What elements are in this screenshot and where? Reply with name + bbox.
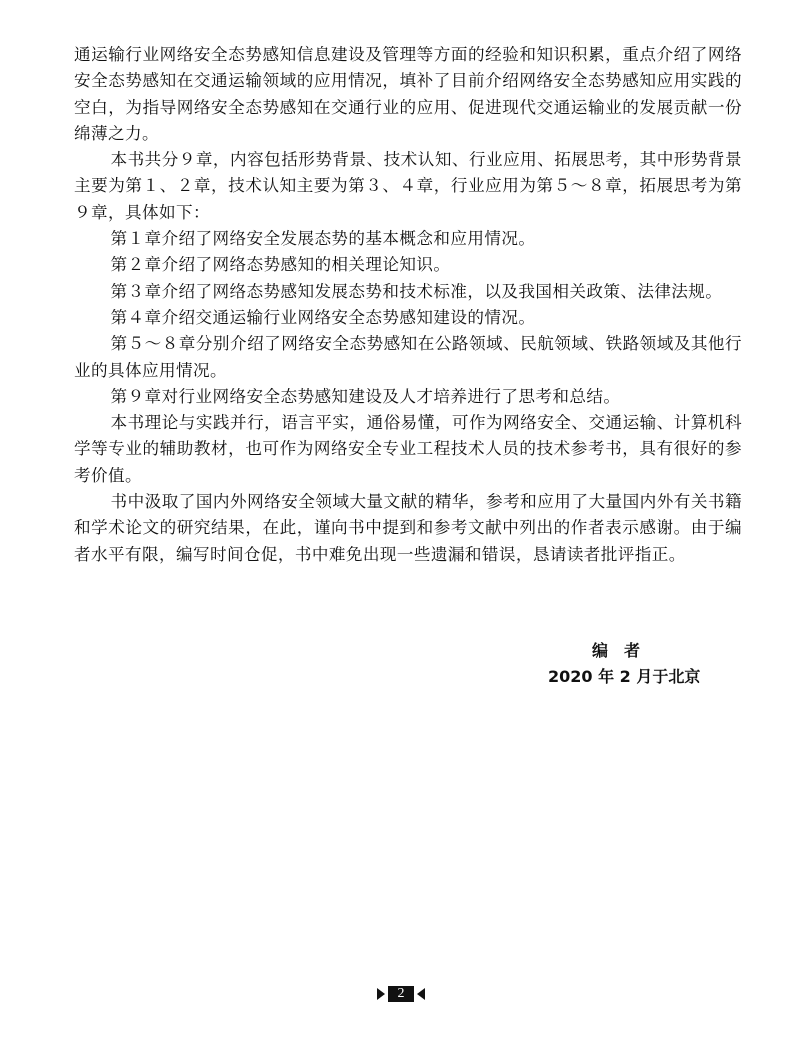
preface-body <box>74 42 742 568</box>
paragraph-chapter-2: 第２章介绍了网络态势感知的相关理论知识。 <box>110 255 451 275</box>
page-number: 2 <box>388 986 414 1002</box>
signature-block <box>520 638 740 690</box>
signature-author: 编者 <box>592 641 657 660</box>
right-pointing-triangle-icon <box>377 988 385 1000</box>
paragraph-chapter-1: 第１章介绍了网络安全发展态势的基本概念和应用情况。 <box>110 229 536 249</box>
paragraph-book-value: 本书理论与实践并行，语言平实，通俗易懂，可作为网络安全、交通运输、计算机科学等专业的辅助教材，也可作为网络安全专业工程技术人员的技术参考书，具有很好的参考价值。 <box>74 413 742 485</box>
signature-date: 2020 年 2 月于北京 <box>548 667 701 686</box>
paragraph-acknowledgement: 书中汲取了国内外网络安全领域大量文献的精华，参考和应用了大量国内外有关书籍和学术论文的研究结果，在此，谨向书中提到和参考文献中列出的作者表示感谢。由于编者水平有限，编写时间仓促，书中难免出现一些遗漏和错误，恳请读者批评指正。 <box>74 492 742 564</box>
paragraph-chapter-9: 第９章对行业网络安全态势感知建设及人才培养进行了思考和总结。 <box>110 386 621 406</box>
page-number-marker <box>372 984 430 1004</box>
left-pointing-triangle-icon <box>417 988 425 1000</box>
paragraph-chapter-4: 第４章介绍交通运输行业网络安全态势感知建设的情况。 <box>110 307 536 327</box>
paragraph-structure-overview: 本书共分９章，内容包括形势背景、技术认知、行业应用、拓展思考，其中形势背景主要为第１、２章，技术认知主要为第３、４章，行业应用为第５～８章，拓展思考为第９章，具体如下： <box>74 150 742 222</box>
paragraph-chapters-5-8: 第５～８章分别介绍了网络安全态势感知在公路领域、民航领域、铁路领域及其他行业的具体应用情况。 <box>74 334 742 380</box>
paragraph-continuation: 通运输行业网络安全态势感知信息建设及管理等方面的经验和知识积累，重点介绍了网络安全态势感知在交通运输领域的应用情况，填补了目前介绍网络安全态势感知应用实践的空白，为指导网络安全态势感知在交通行业的应用、促进现代交通运输业的发展贡献一份绵薄之力。 <box>74 45 742 143</box>
paragraph-chapter-3: 第３章介绍了网络态势感知发展态势和技术标准，以及我国相关政策、法律法规。 <box>110 281 723 301</box>
